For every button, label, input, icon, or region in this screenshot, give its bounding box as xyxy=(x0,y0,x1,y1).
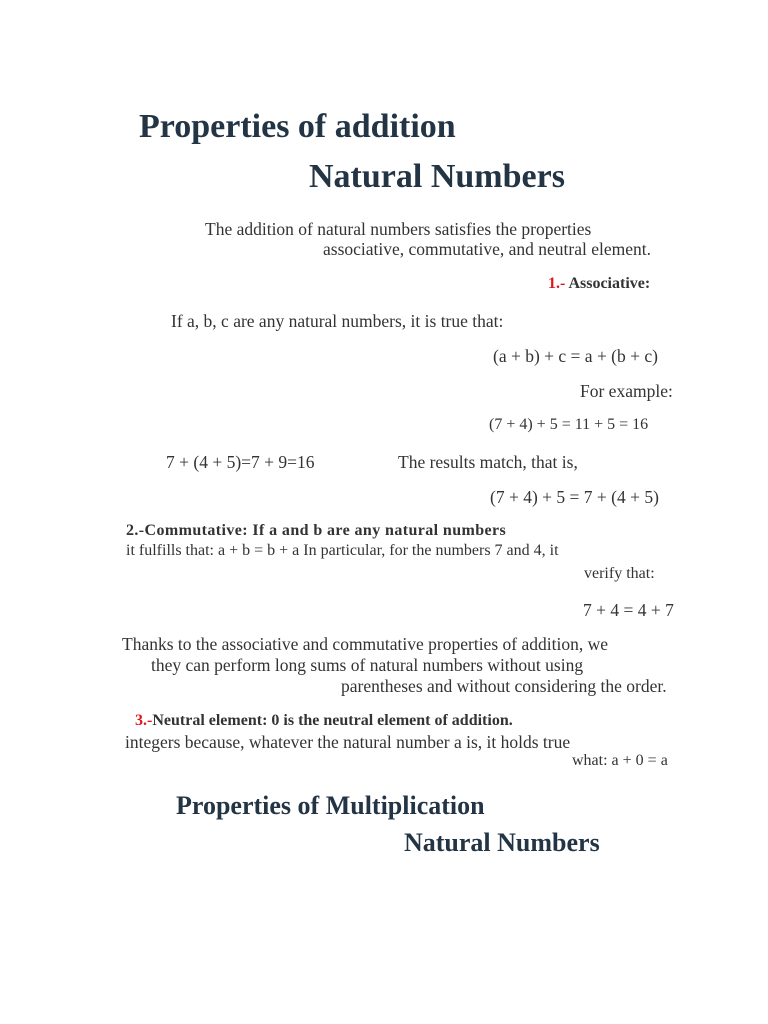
results-match-text: The results match, that is, xyxy=(398,452,578,472)
page-subtitle: Natural Numbers xyxy=(309,158,565,195)
multiplication-subtitle: Natural Numbers xyxy=(404,828,600,857)
summary-line-3: parentheses and without considering the order. xyxy=(341,676,667,696)
commutative-heading: 2.-Commutative: If a and b are any natural numbers xyxy=(126,522,507,539)
associative-example-2: 7 + (4 + 5)=7 + 9=16 xyxy=(166,452,315,472)
commutative-line-3: verify that: xyxy=(584,565,655,582)
neutral-heading-text: Neutral element: 0 is the neutral element of addition. xyxy=(152,712,513,729)
neutral-number: 3.- xyxy=(135,712,153,729)
associative-example-1: (7 + 4) + 5 = 11 + 5 = 16 xyxy=(489,416,649,433)
neutral-heading xyxy=(135,712,513,730)
page-title: Properties of addition xyxy=(139,108,456,145)
associative-heading xyxy=(548,275,650,293)
neutral-line-3: what: a + 0 = a xyxy=(572,752,668,769)
neutral-line-2: integers because, whatever the natural number a is, it holds true xyxy=(125,732,571,752)
commutative-formula: 7 + 4 = 4 + 7 xyxy=(583,600,674,620)
associative-heading-text: Associative: xyxy=(565,275,651,292)
associative-number: 1.- xyxy=(548,275,566,292)
multiplication-title: Properties of Multiplication xyxy=(176,791,485,820)
summary-line-1: Thanks to the associative and commutative properties of addition, we xyxy=(122,634,608,654)
commutative-line-2: it fulfills that: a + b = b + a In particular, for the numbers 7 and 4, it xyxy=(126,542,559,559)
associative-formula: (a + b) + c = a + (b + c) xyxy=(493,346,658,366)
intro-line-1: The addition of natural numbers satisfies the properties xyxy=(205,219,592,239)
associative-conclusion: (7 + 4) + 5 = 7 + (4 + 5) xyxy=(490,487,659,507)
summary-line-2: they can perform long sums of natural numbers without using xyxy=(151,655,584,675)
intro-line-2: associative, commutative, and neutral element. xyxy=(323,239,652,259)
associative-statement: If a, b, c are any natural numbers, it is true that: xyxy=(171,311,504,331)
example-label: For example: xyxy=(580,381,673,401)
